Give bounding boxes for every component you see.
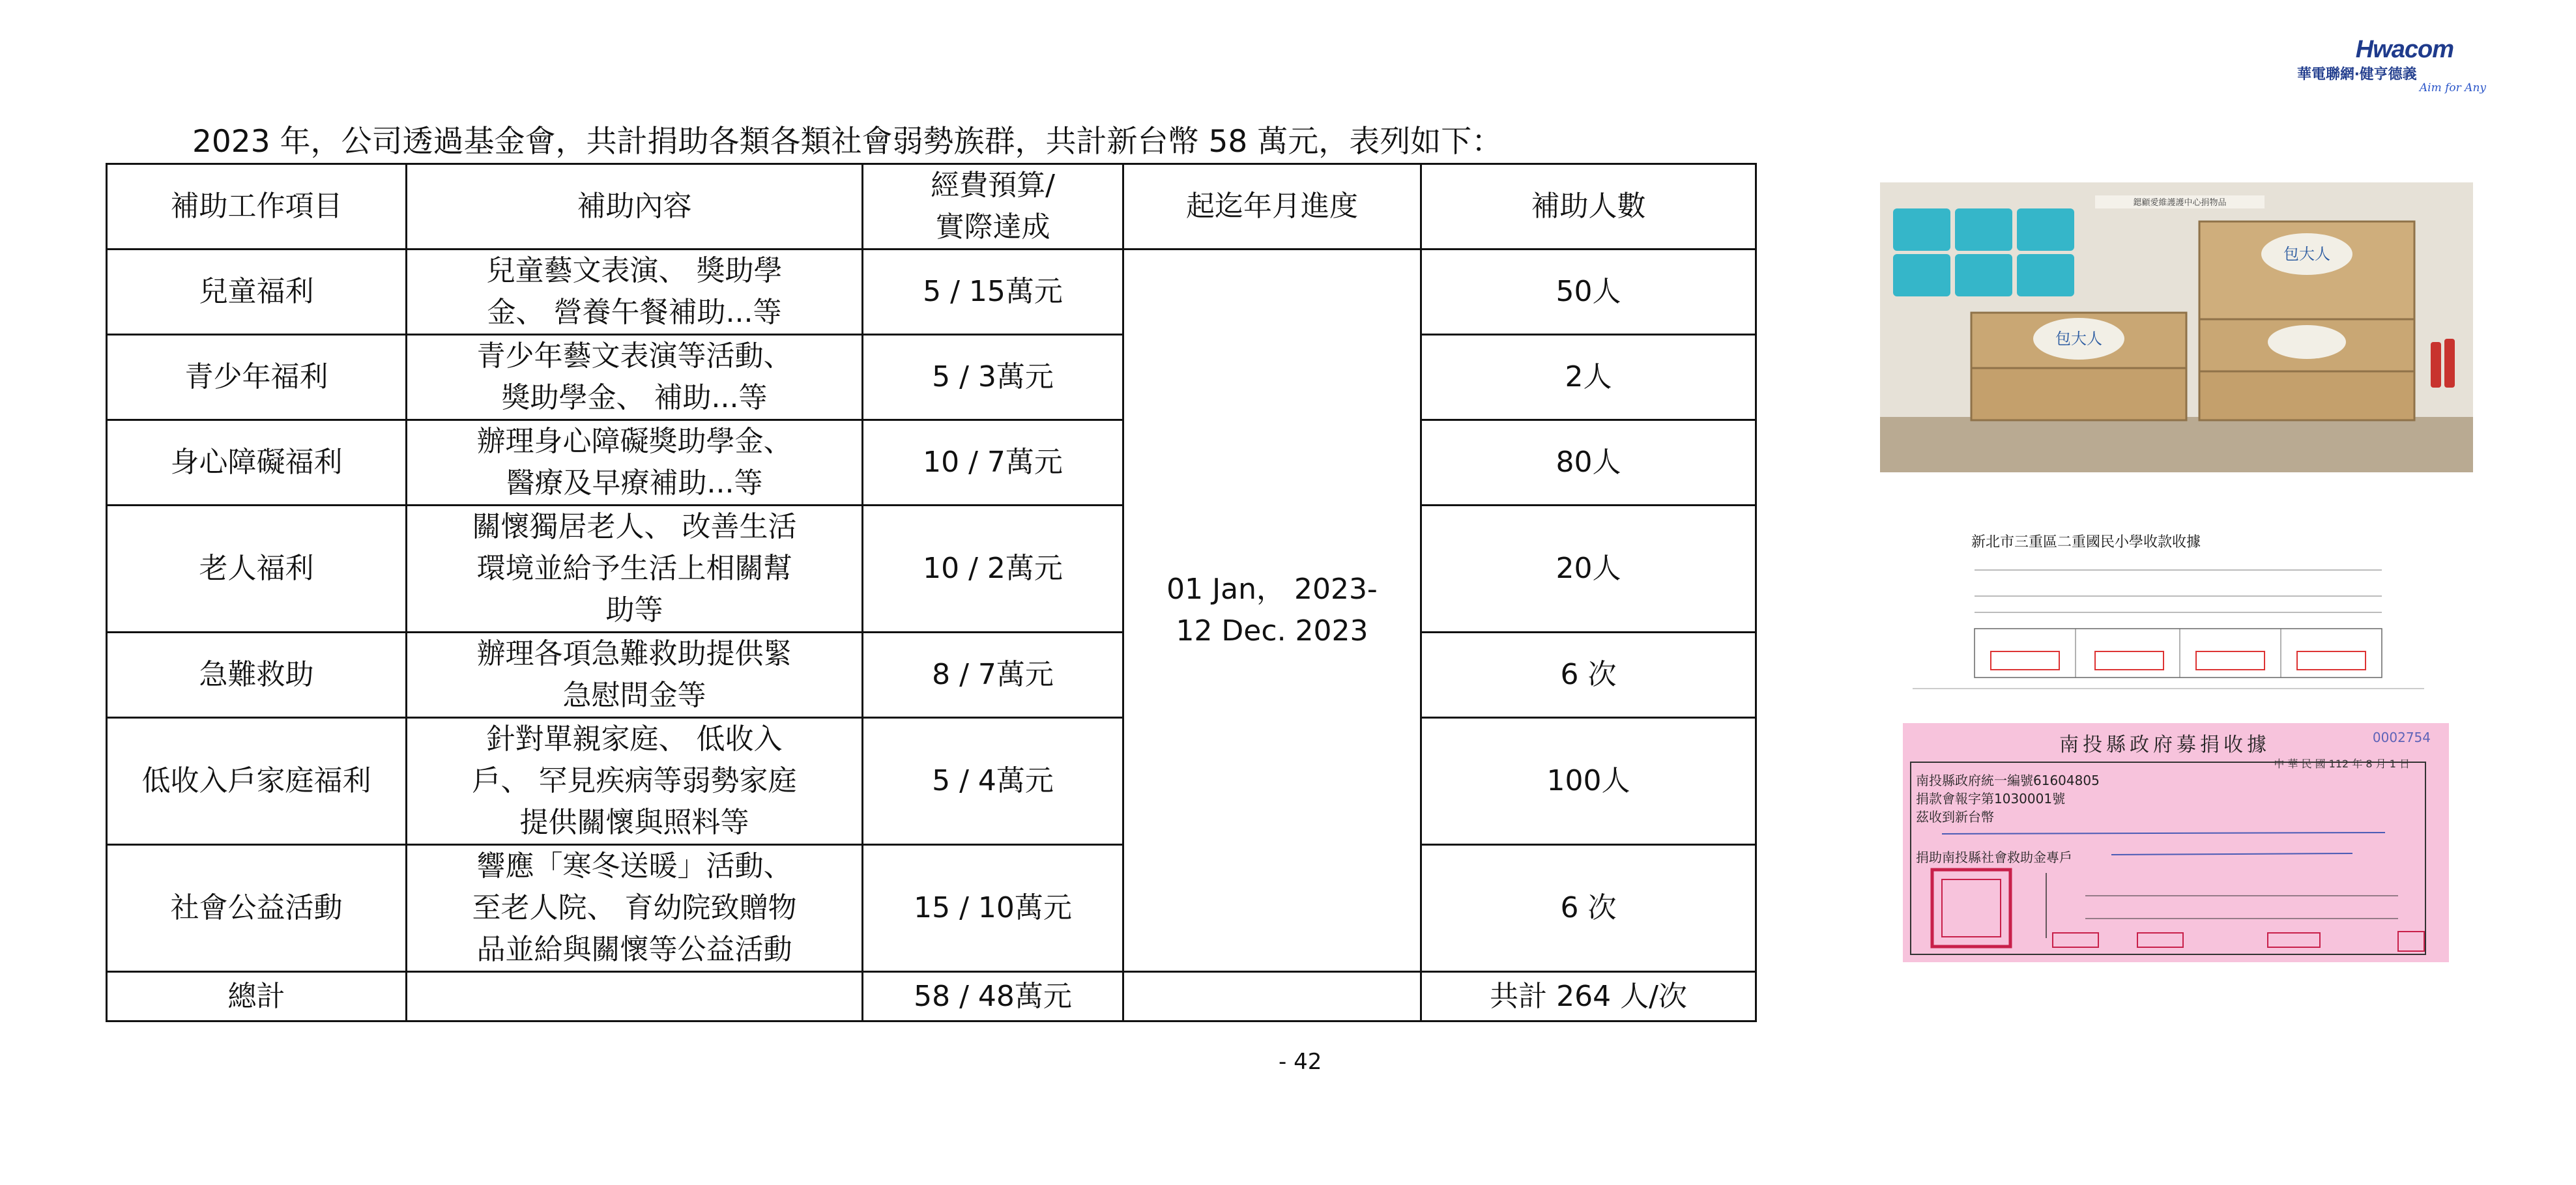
table-row (107, 250, 1756, 335)
receipt2-line: 南投縣政府統一編號61604805 (1916, 773, 2100, 788)
row-content: 辦理各項急難救助提供緊 急慰問金等 (407, 633, 863, 718)
row-budget: 5 / 15萬元 (863, 250, 1123, 335)
row-people: 20人 (1421, 506, 1756, 633)
row-budget: 5 / 4萬元 (863, 718, 1123, 845)
table-row (107, 335, 1756, 420)
handwriting-line (2111, 853, 2352, 855)
table-row (107, 718, 1756, 845)
row-budget: 10 / 7萬元 (863, 420, 1123, 506)
row-budget: 5 / 3萬元 (863, 335, 1123, 420)
handwriting-line (1942, 833, 2385, 834)
logo-chinese: 華電聯網‧健亨德義 (2297, 66, 2417, 83)
box-brand-text: 包大人 (2283, 245, 2330, 263)
row-content: 響應「寒冬送暖」活動、 至老人院、 育幼院致贈物 品並給與關懷等公益活動 (407, 845, 863, 972)
row-item: 低收入戶家庭福利 (107, 718, 407, 845)
receipt1-drawing (1913, 518, 2424, 694)
table-header-row (107, 164, 1756, 250)
table-row (107, 845, 1756, 972)
row-content: 青少年藝文表演等活動、 獎助學金、 補助...等 (407, 335, 863, 420)
receipt2-drawing (1903, 723, 2449, 962)
school-receipt (1913, 518, 2424, 694)
row-content: 辦理身心障礙獎助學金、 醫療及早療補助...等 (407, 420, 863, 506)
photo-floor (1880, 417, 2473, 472)
receipt2-title: 南投縣政府募捐收據 (2059, 734, 2270, 756)
row-item: 社會公益活動 (107, 845, 407, 972)
header-budget: 經費預算/ 實際達成 (863, 164, 1123, 250)
logo-slogan: Aim for Any (2419, 81, 2486, 94)
box-brand-text: 包大人 (2055, 330, 2102, 348)
logo-brand: Hwacom (2355, 36, 2453, 63)
stamp-3 (2196, 651, 2265, 670)
row-item: 身心障礙福利 (107, 420, 407, 506)
total-budget: 58 / 48萬元 (863, 972, 1123, 1021)
row-people: 6 次 (1421, 845, 1756, 972)
total-people: 共計 264 人/次 (1421, 972, 1756, 1021)
row-people: 80人 (1421, 420, 1756, 506)
row-content: 針對單親家庭、 低收入 戶、 罕見疾病等弱勢家庭 提供關懷與照料等 (407, 718, 863, 845)
row-item: 兒童福利 (107, 250, 407, 335)
row-people: 100人 (1421, 718, 1756, 845)
total-period-empty (1123, 972, 1421, 1021)
page-number: - 42 (1279, 1049, 1322, 1075)
header-item: 補助工作項目 (107, 164, 407, 250)
row-budget: 10 / 2萬元 (863, 506, 1123, 633)
photo-sign-text: 鍶顧愛維護護中心捐物品 (2133, 198, 2227, 208)
stamp-small (2398, 932, 2424, 951)
total-content-empty (407, 972, 863, 1021)
header-content: 補助內容 (407, 164, 863, 250)
row-people: 2人 (1421, 335, 1756, 420)
table-total-row (107, 972, 1756, 1021)
official-seal (1932, 870, 2010, 947)
stamp-small (2053, 933, 2098, 947)
receipt2-date: 中 華 民 國 112 年 8 月 1 日 (2274, 758, 2410, 770)
receipt2-line: 捐助南投縣社會救助金專戶 (1916, 849, 2072, 865)
stamp-small (2137, 933, 2183, 947)
receipt2-line: 捐款會報字第1030001號 (1916, 791, 2066, 807)
donation-photo (1880, 182, 2473, 472)
table-row (107, 420, 1756, 506)
county-receipt (1903, 723, 2449, 962)
donation-photo-drawing (1880, 182, 2473, 472)
stamp-4 (2297, 651, 2366, 670)
stamp-2 (2095, 651, 2164, 670)
header-people: 補助人數 (1421, 164, 1756, 250)
header-period: 起迄年月進度 (1123, 164, 1421, 250)
row-content: 關懷獨居老人、 改善生活 環境並給予生活上相關幫 助等 (407, 506, 863, 633)
receipt1-title: 新北市三重區二重國民小學收款收據 (1971, 534, 2201, 550)
receipt2-line: 茲收到新台幣 (1916, 809, 1994, 825)
row-people: 6 次 (1421, 633, 1756, 718)
intro-paragraph: 2023 年，公司透過基金會，共計捐助各類各類社會弱勢族群，共計新台幣 58 萬元，表列如下： (192, 124, 1503, 160)
company-logo (2297, 36, 2493, 94)
row-budget: 15 / 10萬元 (863, 845, 1123, 972)
stamp-1 (1991, 651, 2059, 670)
receipt2-number: 0002754 (2372, 730, 2431, 745)
period-cell: 01 Jan， 2023- 12 Dec. 2023 (1123, 250, 1421, 972)
table-row (107, 506, 1756, 633)
stamp-small (2268, 933, 2320, 947)
table-row (107, 633, 1756, 718)
row-item: 青少年福利 (107, 335, 407, 420)
row-item: 急難救助 (107, 633, 407, 718)
row-budget: 8 / 7萬元 (863, 633, 1123, 718)
total-label: 總計 (107, 972, 407, 1021)
row-people: 50人 (1421, 250, 1756, 335)
row-item: 老人福利 (107, 506, 407, 633)
donation-table (106, 163, 1757, 1022)
row-content: 兒童藝文表演、 獎助學 金、 營養午餐補助...等 (407, 250, 863, 335)
